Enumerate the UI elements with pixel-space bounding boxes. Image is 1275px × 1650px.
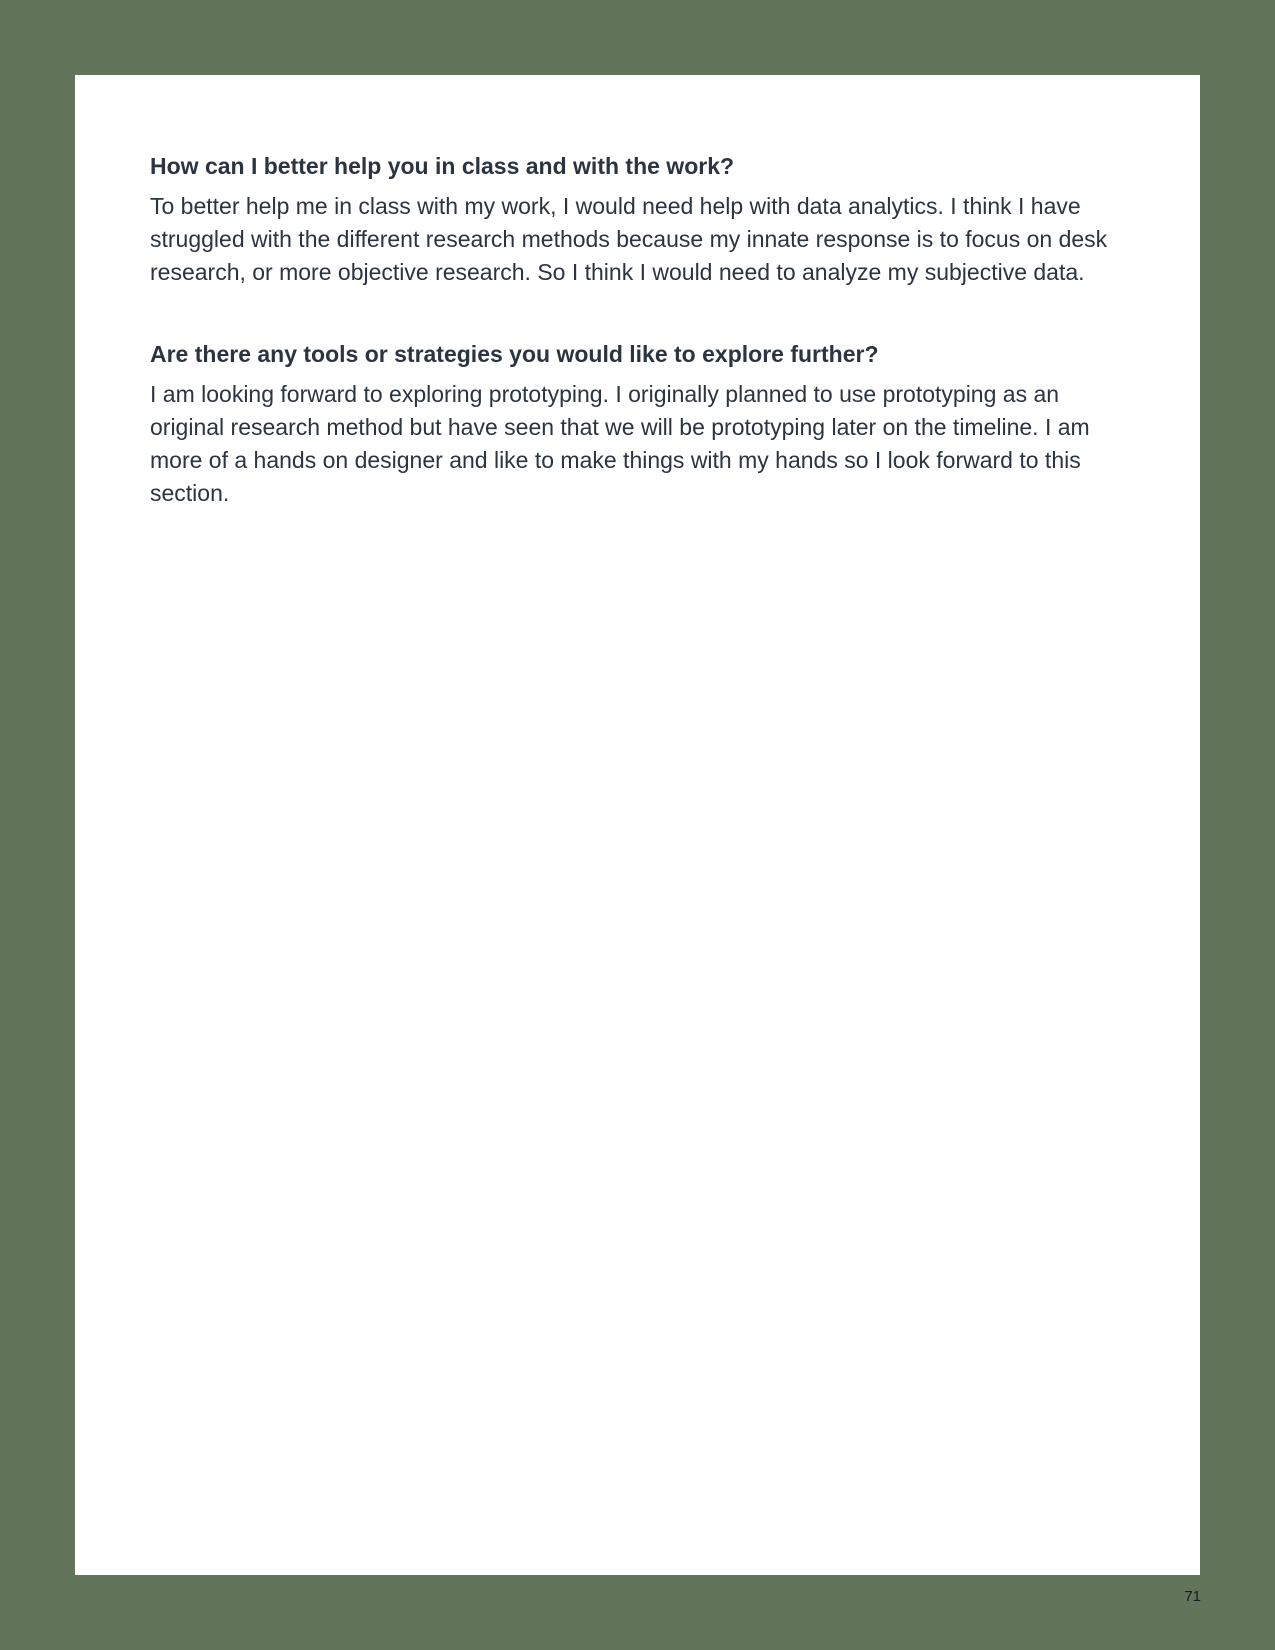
page-content [150, 150, 1135, 510]
question-section [150, 338, 1135, 510]
page-number: 71 [1184, 1588, 1201, 1605]
page-sheet [75, 75, 1200, 1575]
answer-paragraph: I am looking forward to exploring prototyping. I originally planned to use prototyping as an original research method but have seen that we will be prototyping later on the timeline. I am more of a hands on designer and like to make things with my hands so I look forward to this section. [150, 381, 1090, 506]
question-heading: How can I better help you in class and with the work? [150, 153, 735, 179]
answer-paragraph: To better help me in class with my work, I would need help with data analytics. I think I have struggled with the different research methods because my innate response is to focus on desk research, or more objective research. So I think I would need to analyze my subjective data. [150, 193, 1108, 285]
question-heading: Are there any tools or strategies you would like to explore further? [150, 341, 879, 367]
question-section [150, 150, 1135, 289]
